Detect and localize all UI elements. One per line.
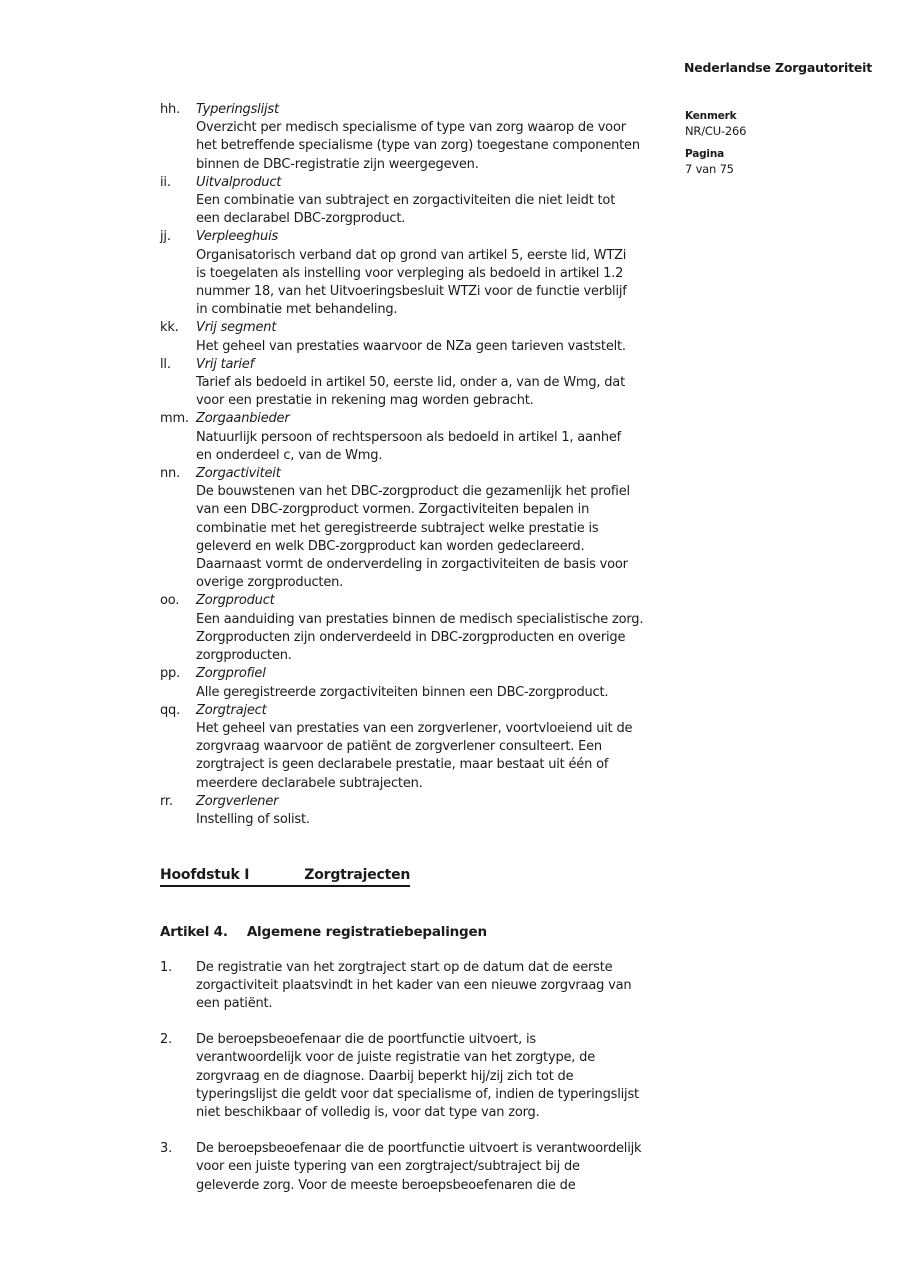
definition-text-line: Daarnaast vormt de onderverdeling in zorgactiviteiten de basis voor [196,557,628,573]
definition-text-line: is toegelaten als instelling voor verpleging als bedoeld in artikel 1.2 [196,265,624,281]
kenmerk-value: NR/CU-266 [685,124,747,138]
definition-text-line: De bouwstenen van het DBC-zorgproduct die gezamenlijk het profiel [196,484,630,500]
definition-text-line: en onderdeel c, van de Wmg. [196,447,383,463]
definition-text-line: het betreffende specialisme (type van zorg) toegestane componenten [196,138,640,154]
kenmerk-label: Kenmerk [685,110,737,122]
article-heading [160,923,720,941]
chapter-title: Zorgtrajecten [304,867,411,884]
definition-label: ll. [160,356,171,372]
definition-body [196,101,720,174]
clause-number: 3. [160,1141,173,1157]
definition-text-line: binnen de DBC-registratie zijn weergegeven. [196,156,479,172]
definition-text-line: zorgproducten. [196,648,292,664]
definition-term: Vrij segment [196,320,277,336]
clause-text-line: De registratie van het zorgtraject start op de datum dat de eerste [196,959,613,975]
definition-body [196,356,720,411]
definition-body [196,793,720,829]
definition-term: Zorgverlener [196,793,279,809]
clause-item [160,1140,720,1195]
definition-label: oo. [160,593,180,609]
definition-label: pp. [160,666,181,682]
definition-item [160,592,720,665]
definition-term: Vrij tarief [196,356,254,372]
clause-number: 1. [160,959,173,975]
definition-item [160,228,720,319]
definition-item [160,665,720,701]
definition-text-line: Alle geregistreerde zorgactiviteiten binnen een DBC-zorgproduct. [196,684,609,700]
clause-text-line: De beroepsbeoefenaar die de poortfunctie uitvoert, is [196,1032,536,1048]
definition-item [160,319,720,355]
definition-text-line: meerdere declarabele subtrajecten. [196,775,423,791]
definition-term: Uitvalproduct [196,174,282,190]
definition-text-line: Een aanduiding van prestaties binnen de medisch specialistische zorg. [196,611,644,627]
definition-label: qq. [160,702,181,718]
clause-number: 2. [160,1032,173,1048]
definition-text-line: geleverd en welk DBC-zorgproduct kan worden gedeclareerd. [196,538,585,554]
definition-body [196,228,720,319]
chapter-heading [160,866,720,887]
definition-text-line: van een DBC-zorgproduct vormen. Zorgactiviteiten bepalen in [196,502,590,518]
definition-text-line: Organisatorisch verband dat op grond van artikel 5, eerste lid, WTZi [196,247,627,263]
clause-text-line: typeringslijst die geldt voor dat specialisme of, indien de typeringslijst [196,1086,639,1102]
definition-text-line: in combinatie met behandeling. [196,302,398,318]
org-name: Nederlandse Zorgautoriteit [684,60,872,75]
definition-item [160,174,720,229]
clause-text-line: zorgvraag en de diagnose. Daarbij beperkt hij/zij zich tot de [196,1068,574,1084]
definition-text-line: nummer 18, van het Uitvoeringsbesluit WTZi voor de functie verblijf [196,284,627,300]
clauses-list [160,959,720,1195]
definition-item [160,465,720,592]
pagina-value: 7 van 75 [685,162,734,176]
clause-text-line: De beroepsbeoefenaar die de poortfunctie uitvoert is verantwoordelijk [196,1141,642,1157]
definition-body [196,465,720,592]
definition-body [196,592,720,665]
definition-term: Zorgtraject [196,702,267,718]
definition-label: kk. [160,320,179,336]
definition-text-line: Overzicht per medisch specialisme of type van zorg waarop de voor [196,120,626,136]
clause-item [160,1031,720,1122]
clause-text-line: geleverde zorg. Voor de meeste beroepsbeoefenaren die de [196,1177,576,1193]
clause-text-line: voor een juiste typering van een zorgtraject/subtraject bij de [196,1159,580,1175]
definition-text-line: Het geheel van prestaties van een zorgverlener, voortvloeiend uit de [196,720,633,736]
definition-text-line: zorgtraject is geen declarabele prestatie, maar bestaat uit één of [196,757,609,773]
clause-text-line: niet beschikbaar of volledig is, voor dat type van zorg. [196,1104,540,1120]
clause-text-line: verantwoordelijk voor de juiste registratie van het zorgtype, de [196,1050,596,1066]
definition-text-line: Natuurlijk persoon of rechtspersoon als bedoeld in artikel 1, aanhef [196,429,622,445]
article-number: Artikel 4. [160,924,228,941]
definitions-list [160,101,720,829]
definition-label: hh. [160,102,181,117]
definition-text-line: voor een prestatie in rekening mag worden gebracht. [196,393,534,409]
definition-text-line: Tarief als bedoeld in artikel 50, eerste lid, onder a, van de Wmg, dat [196,375,625,391]
definition-body [196,319,720,355]
pagina-label: Pagina [685,148,724,160]
definition-text-line: Zorgproducten zijn onderverdeeld in DBC-zorgproducten en overige [196,629,626,645]
definition-term: Zorgprofiel [196,666,266,682]
clause-body [196,1140,720,1195]
main-content [160,101,720,1213]
definition-text-line: zorgvraag waarvoor de patiënt de zorgverlener consulteert. Een [196,739,602,755]
article-title: Algemene registratiebepalingen [246,924,487,941]
definition-term: Typeringslijst [196,102,279,117]
definition-body [196,702,720,793]
definition-item [160,101,720,174]
definition-body [196,410,720,465]
clause-text-line: een patiënt. [196,995,273,1011]
definition-text-line: Instelling of solist. [196,811,310,827]
clause-text-line: zorgactiviteit plaatsvindt in het kader van een nieuwe zorgvraag van [196,977,632,993]
definition-label: nn. [160,466,181,482]
definition-label: rr. [160,793,173,809]
definition-body [196,665,720,701]
definition-text-line: Een combinatie van subtraject en zorgactiviteiten die niet leidt tot [196,193,616,209]
definition-term: Verpleeghuis [196,229,279,245]
definition-text-line: een declarabel DBC-zorgproduct. [196,211,406,227]
chapter-underline [160,866,410,887]
definition-term: Zorgactiviteit [196,466,281,482]
clause-body [196,1031,720,1122]
definition-item [160,793,720,829]
clause-item [160,959,720,1014]
definition-body [196,174,720,229]
chapter-number: Hoofdstuk I [160,867,250,884]
definition-label: ii. [160,174,171,190]
definition-item [160,410,720,465]
definition-item [160,702,720,793]
definition-label: mm. [160,411,189,427]
definition-term: Zorgproduct [196,593,275,609]
definition-term: Zorgaanbieder [196,411,290,427]
definition-text-line: combinatie met het geregistreerde subtraject welke prestatie is [196,520,599,536]
definition-label: jj. [160,229,171,245]
definition-text-line: overige zorgproducten. [196,575,344,591]
clause-body [196,959,720,1014]
definition-text-line: Het geheel van prestaties waarvoor de NZa geen tarieven vaststelt. [196,338,626,354]
definition-item [160,356,720,411]
